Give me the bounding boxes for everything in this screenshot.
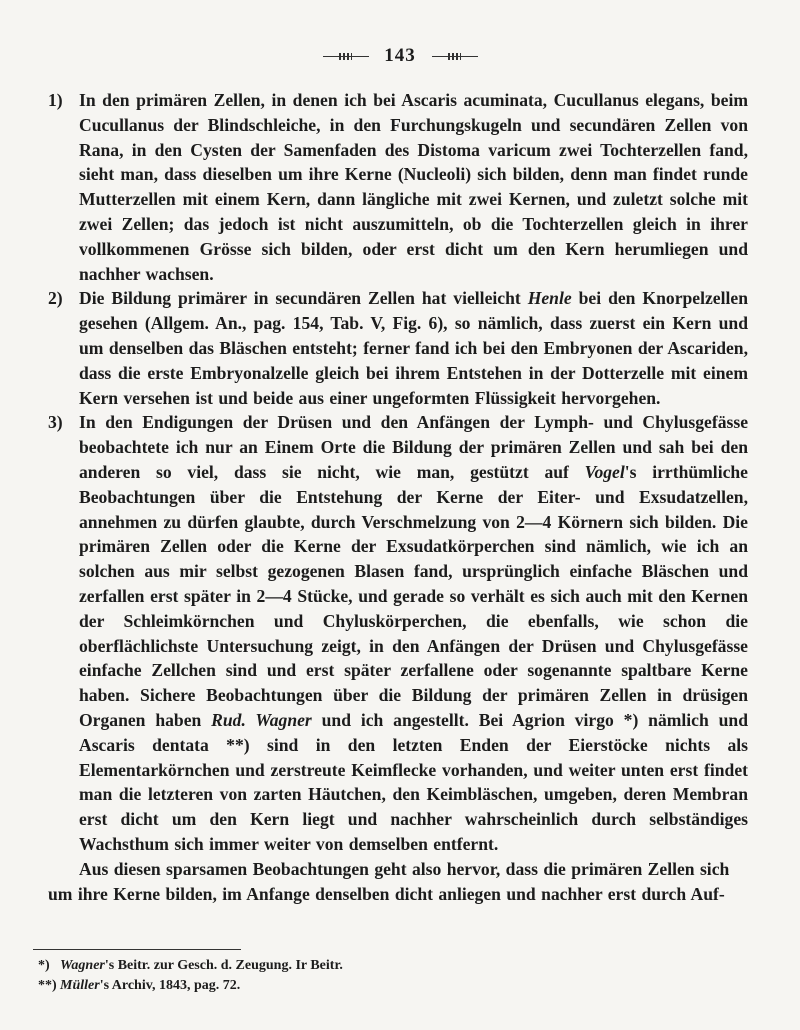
item-label: 1) [48,90,63,110]
item-label: 2) [48,288,63,309]
footnote [38,956,343,976]
author-name: Henle [527,288,572,309]
footnote-author: Müller [60,978,100,993]
item-text: bei den Knorpelzellen gesehen (Allgem. An., pag. 154, Tab. V, Fig. 6), so nämlich, dass zuerst ein Kern und um denselben das Bläschen entsteht; ferner fand ich bei den Embryonen der Ascariden, dass die erste Embryonalzelle gleich bei ihrem Entstehen in der Dotterzelle mit einem Kern versehen ist und beide aus einer ungeformten Flüssigkeit hervorgehen. [79,288,748,408]
closing-line-1: Aus diesen sparsamen Beobachtungen geht also hervor, dass die primären Zellen sich [79,858,730,879]
footnote-author: Wagner [60,958,105,973]
closing-paragraph [30,857,748,907]
footnote-mark: **) [38,978,57,993]
left-ornament-icon [323,53,369,61]
right-ornament-icon [432,53,478,61]
page-number: 143 [384,45,416,66]
item-text: Die Bildung primärer in secundären Zellen hat vielleicht [79,288,528,309]
footnote [38,976,343,996]
running-header [0,45,800,67]
main-text [30,88,748,906]
footnote-text: 's Archiv, 1843, pag. 72. [99,978,241,993]
item-text: und ich angestellt. Bei Agrion virgo *) nämlich und Ascaris dentata **) sind in den letzten Enden der Eierstöcke nichts als Elementarkörnchen und zerstreute Keimflecke vorhanden, und weiter unten erst findet man die letzteren von zarten Häutchen, den Keimbläschen, umgeben, deren Membran erst dicht um den Kern liegt und nachher wahrscheinlich durch selbständiges Wachsthum sich immer weiter von demselben entfernt. [79,709,748,854]
closing-line-2: um ihre Kerne bilden, im Anfange denselben dicht anliegen und nachher erst durch Auf- [48,883,725,904]
footnotes [38,956,343,996]
list-item [30,286,748,410]
author-name: Vogel [584,461,625,482]
list-item [30,88,748,286]
footnote-rule [33,949,241,950]
footnote-text: 's Beitr. zur Gesch. d. Zeugung. Ir Beitr. [104,958,343,973]
item-text: In den Endigungen der Drüsen und den Anfängen der Lymph- und Chylusgefässe beobachtete ich nur an Einem Orte die Bildung der primären Zellen und sah bei den anderen so viel, dass sie nicht, wie man, gestützt auf [79,412,748,482]
footnote-mark: *) [38,958,50,973]
item-text: 's irrthümliche Beobachtungen über die Entstehung der Kerne der Eiter- und Exsudatzellen, annehmen zu dürfen glaubte, durch Verschmelzung von 2—4 Körnern sich bilden. Die primären Zellen oder die Kerne der Exsudatkörperchen sind nämlich, wie ich an solchen aus mir selbst gezogenen Blasen fand, ursprünglich einfache Bläschen und zerfallen erst später in 2—4 Stücke, und gerade so verhält es sich auch mit den Kernen der Schleimkörnchen und Chyluskörperchen, die ebenfalls, wie schon die oberflächlichste Untersuchung zeigt, in den Anfängen der Drüsen und Chylusgefässe einfache Zellchen sind und erst später zerfallene oder sogenannte spaltbare Kerne haben. Sichere Beobachtungen über die Bildung der primären Zellen in drüsigen Organen haben [79,461,748,730]
author-name: Rud. Wagner [211,709,312,730]
list-item [30,410,748,856]
item-text: In den primären Zellen, in denen ich bei Ascaris acuminata, Cucullanus elegans, beim Cucullanus der Blindschleiche, in den Furchungskugeln und secundären Zellen von Rana, in den Cysten der Samenfaden des Distoma varicum zwei Tochterzellen fand, sieht man, dass dieselben um ihre Kerne (Nucleoli) sich bilden, denn man findet runde Mutterzellen mit einem Kern, dann längliche mit zwei Kernen, und zuletzt solche mit zwei Zellen; das jedoch ist nicht auszumitteln, ob die Tochterzellen gleich in ihrer vollkommenen Grösse sich bilden, oder erst dicht um den Kern herumliegen und nachher wachsen. [79,90,748,284]
item-label: 3) [48,412,63,433]
